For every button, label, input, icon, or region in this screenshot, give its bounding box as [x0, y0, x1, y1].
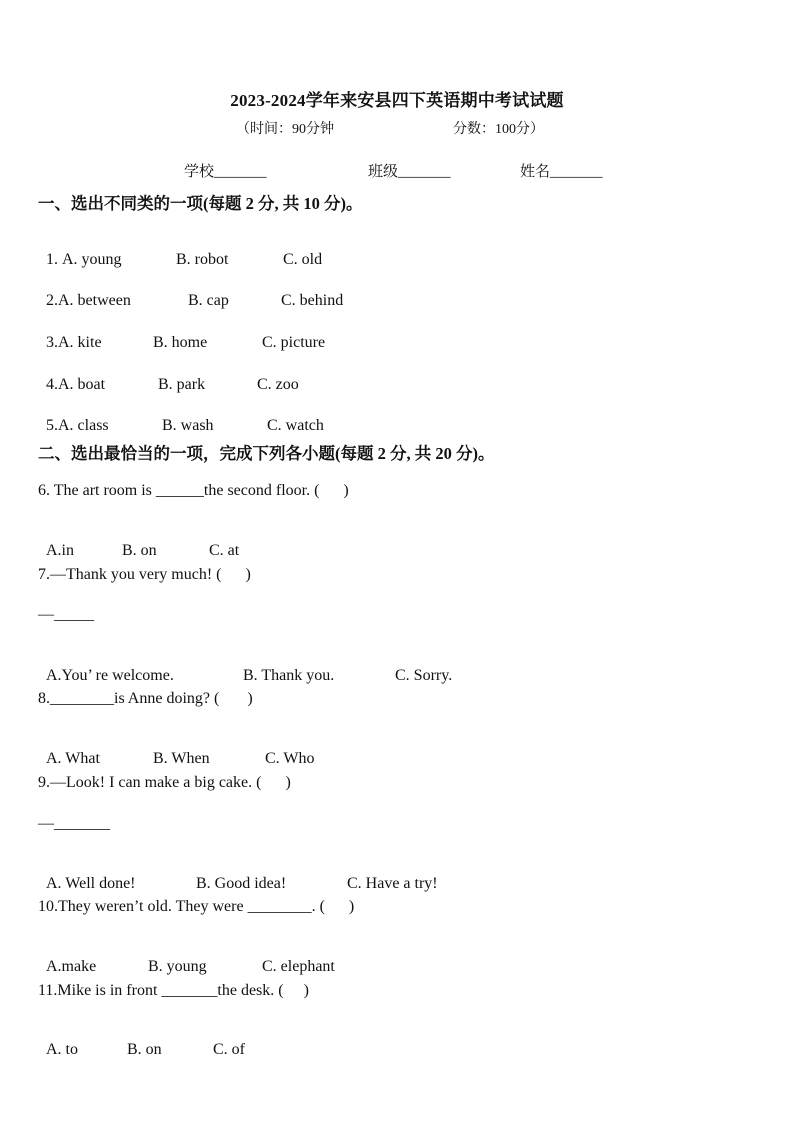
question-number: 1. [46, 251, 62, 268]
option-b: B. robot [176, 251, 229, 268]
option-a: A. What [46, 750, 100, 767]
option-c: C. picture [262, 334, 326, 351]
name-field: 姓名_______ [520, 164, 603, 180]
option-c: C. zoo [257, 376, 299, 393]
question-number: 4. [46, 376, 58, 393]
question-4 [38, 358, 299, 394]
option-a: A.in [46, 542, 74, 559]
question-11-options [38, 1023, 245, 1059]
option-b: B. Good idea! [196, 875, 287, 892]
question-number: 3. [46, 334, 58, 351]
option-b: B. on [122, 542, 157, 559]
option-c: C. old [283, 251, 323, 268]
question-7-reply: —_____ [38, 606, 94, 623]
option-a: A. to [46, 1041, 78, 1058]
question-8-options [38, 732, 314, 768]
question-2 [38, 274, 343, 310]
option-b: B. home [153, 334, 208, 351]
class-field: 班级_______ [368, 164, 451, 180]
option-c: C. behind [281, 292, 344, 309]
option-b: B. Thank you. [243, 667, 335, 684]
option-b: B. cap [188, 292, 229, 309]
option-c: C. Who [265, 750, 315, 767]
total-score: 分数：100分） [453, 122, 544, 137]
question-6: 6. The art room is ______the second floor. ( ) [38, 482, 349, 499]
question-8: 8.________is Anne doing? ( ) [38, 690, 253, 707]
question-9-reply: —_______ [38, 815, 110, 832]
question-5 [38, 399, 324, 435]
question-1 [38, 233, 322, 269]
question-number: 2. [46, 292, 58, 309]
question-9: 9.—Look! I can make a big cake. ( ) [38, 774, 291, 791]
option-b: B. on [127, 1041, 162, 1058]
option-c: C. Have a try! [347, 875, 438, 892]
question-10: 10.They weren’t old. They were ________. ( ) [38, 898, 355, 915]
option-b: B. young [148, 958, 207, 975]
option-b: B. When [153, 750, 210, 767]
option-b: B. wash [162, 417, 214, 434]
option-c: C. at [209, 542, 240, 559]
option-a: A. between [58, 292, 131, 309]
question-11: 11.Mike is in front _______the desk. ( ) [38, 982, 309, 999]
option-a: A. Well done! [46, 875, 136, 892]
question-10-options [38, 940, 335, 976]
question-7: 7.—Thank you very much! ( ) [38, 566, 251, 583]
option-a: A. kite [58, 334, 102, 351]
time-limit: （时间：90分钟 [236, 122, 334, 137]
option-c: C. elephant [262, 958, 335, 975]
question-9-options [38, 857, 438, 893]
question-7-options [38, 649, 452, 685]
option-c: C. watch [267, 417, 324, 434]
option-b: B. park [158, 376, 206, 393]
question-6-options [38, 524, 239, 560]
option-a: A.make [46, 958, 97, 975]
option-c: C. of [213, 1041, 245, 1058]
option-a: A. class [58, 417, 109, 434]
school-field: 学校_______ [184, 164, 267, 180]
option-c: C. Sorry. [395, 667, 453, 684]
exam-title: 2023-2024学年来安县四下英语期中考试试题 [230, 91, 564, 110]
option-a: A.You’ re welcome. [46, 667, 174, 684]
section2-heading: 二、选出最恰当的一项，完成下列各小题(每题 2 分, 共 20 分)。 [38, 444, 495, 463]
question-3 [38, 316, 325, 352]
option-a: A. boat [58, 376, 106, 393]
question-number: 5. [46, 417, 58, 434]
section1-heading: 一、选出不同类的一项(每题 2 分, 共 10 分)。 [38, 194, 363, 213]
option-a: A. young [62, 251, 122, 268]
